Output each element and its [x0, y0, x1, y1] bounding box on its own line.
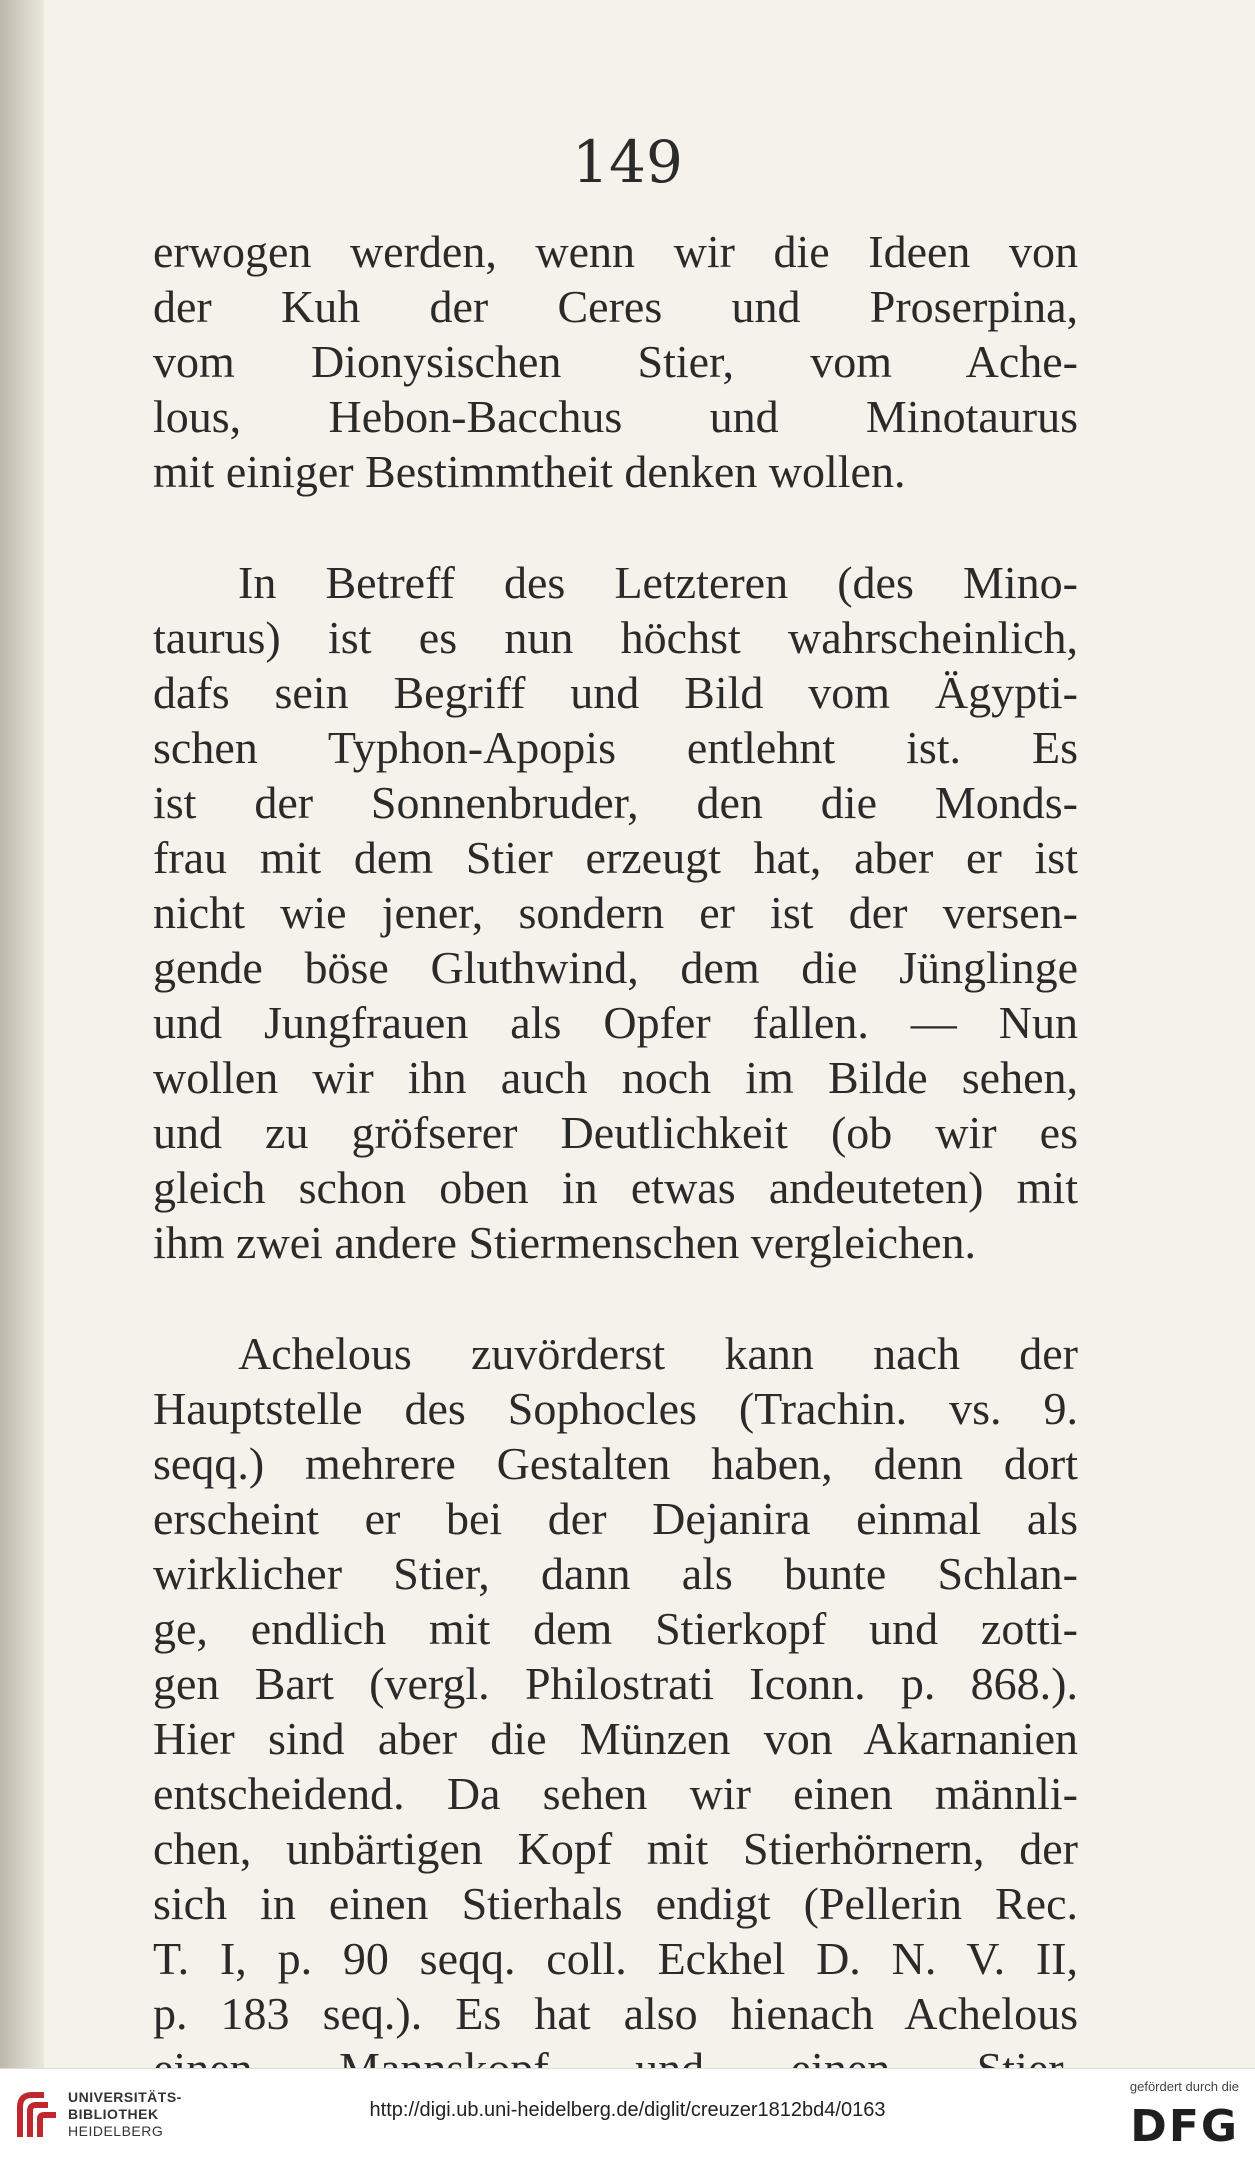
text-line: schen Typhon-Apopis entlehnt ist. Es: [153, 722, 1078, 773]
text-line: und Jungfrauen als Opfer fallen. — Nun: [153, 997, 1078, 1048]
paragraph-gap: [153, 1270, 1078, 1326]
text-line: entscheidend. Da sehen wir einen männli-: [153, 1768, 1078, 1819]
text-line: seqq.) mehrere Gestalten haben, denn dort: [153, 1438, 1078, 1489]
text-line: In Betreff des Letzteren (des Mino-: [238, 557, 1078, 608]
text-line: Hauptstelle des Sophocles (Trachin. vs. 9.: [153, 1383, 1078, 1434]
text-line: ge, endlich mit dem Stierkopf und zotti-: [153, 1603, 1078, 1654]
paragraph: [153, 224, 1078, 499]
text-line: sich in einen Stierhals endigt (Pellerin Rec.: [153, 1878, 1078, 1929]
digitization-footer: [0, 2068, 1255, 2157]
text-line: chen, unbärtigen Kopf mit Stierhörnern, der: [153, 1823, 1078, 1874]
text-line: T. I, p. 90 seqq. coll. Eckhel D. N. V. II,: [153, 1933, 1078, 1984]
library-name-line-3: HEIDELBERG: [68, 2123, 164, 2139]
paragraph: [153, 1326, 1078, 2096]
text-line: dafs sein Begriff und Bild vom Ägypti-: [153, 667, 1078, 718]
library-name-line-1: UNIVERSITÄTS-: [68, 2089, 182, 2105]
book-spine-shadow: [0, 0, 44, 2068]
text-line: Hier sind aber die Münzen von Akarnanien: [153, 1713, 1078, 1764]
text-line: nicht wie jener, sondern er ist der versen-: [153, 887, 1078, 938]
funded-by-label: gefördert durch die: [1129, 2079, 1239, 2094]
page-number: 149: [572, 128, 683, 196]
paragraph-gap: [153, 499, 1078, 555]
text-line: frau mit dem Stier erzeugt hat, aber er ist: [153, 832, 1078, 883]
permalink-url[interactable]: http://digi.ub.uni-heidelberg.de/diglit/creuzer1812bd4/0163: [369, 2099, 886, 2121]
text-line: erwogen werden, wenn wir die Ideen von: [153, 226, 1078, 277]
text-line: ihm zwei andere Stiermenschen vergleichen.: [153, 1217, 976, 1268]
text-line: wollen wir ihn auch noch im Bilde sehen,: [153, 1052, 1078, 1103]
paragraph: [153, 555, 1078, 1270]
text-line: lous, Hebon-Bacchus und Minotaurus: [153, 391, 1078, 442]
text-line: der Kuh der Ceres und Proserpina,: [153, 281, 1078, 332]
text-line: gen Bart (vergl. Philostrati Iconn. p. 868.).: [153, 1658, 1078, 1709]
text-line: taurus) ist es nun höchst wahrscheinlich,: [153, 612, 1078, 663]
text-line: und zu gröfserer Deutlichkeit (ob wir es: [153, 1107, 1078, 1158]
text-line: gleich schon oben in etwas andeuteten) mit: [153, 1162, 1078, 1213]
text-line: Achelous zuvörderst kann nach der: [238, 1328, 1078, 1379]
dfg-logo[interactable]: DFG: [1130, 2101, 1239, 2152]
text-line: wirklicher Stier, dann als bunte Schlan-: [153, 1548, 1078, 1599]
text-line: ist der Sonnenbruder, den die Monds-: [153, 777, 1078, 828]
text-line: erscheint er bei der Dejanira einmal als: [153, 1493, 1078, 1544]
text-line: p. 183 seq.). Es hat also hienach Achelous: [153, 1988, 1078, 2039]
text-line: mit einiger Bestimmtheit denken wollen.: [153, 446, 906, 497]
text-line: gende böse Gluthwind, dem die Jünglinge: [153, 942, 1078, 993]
library-name-line-2: BIBLIOTHEK: [68, 2106, 159, 2122]
body-text: [153, 224, 1078, 2096]
text-line: vom Dionysischen Stier, vom Ache-: [153, 336, 1078, 387]
